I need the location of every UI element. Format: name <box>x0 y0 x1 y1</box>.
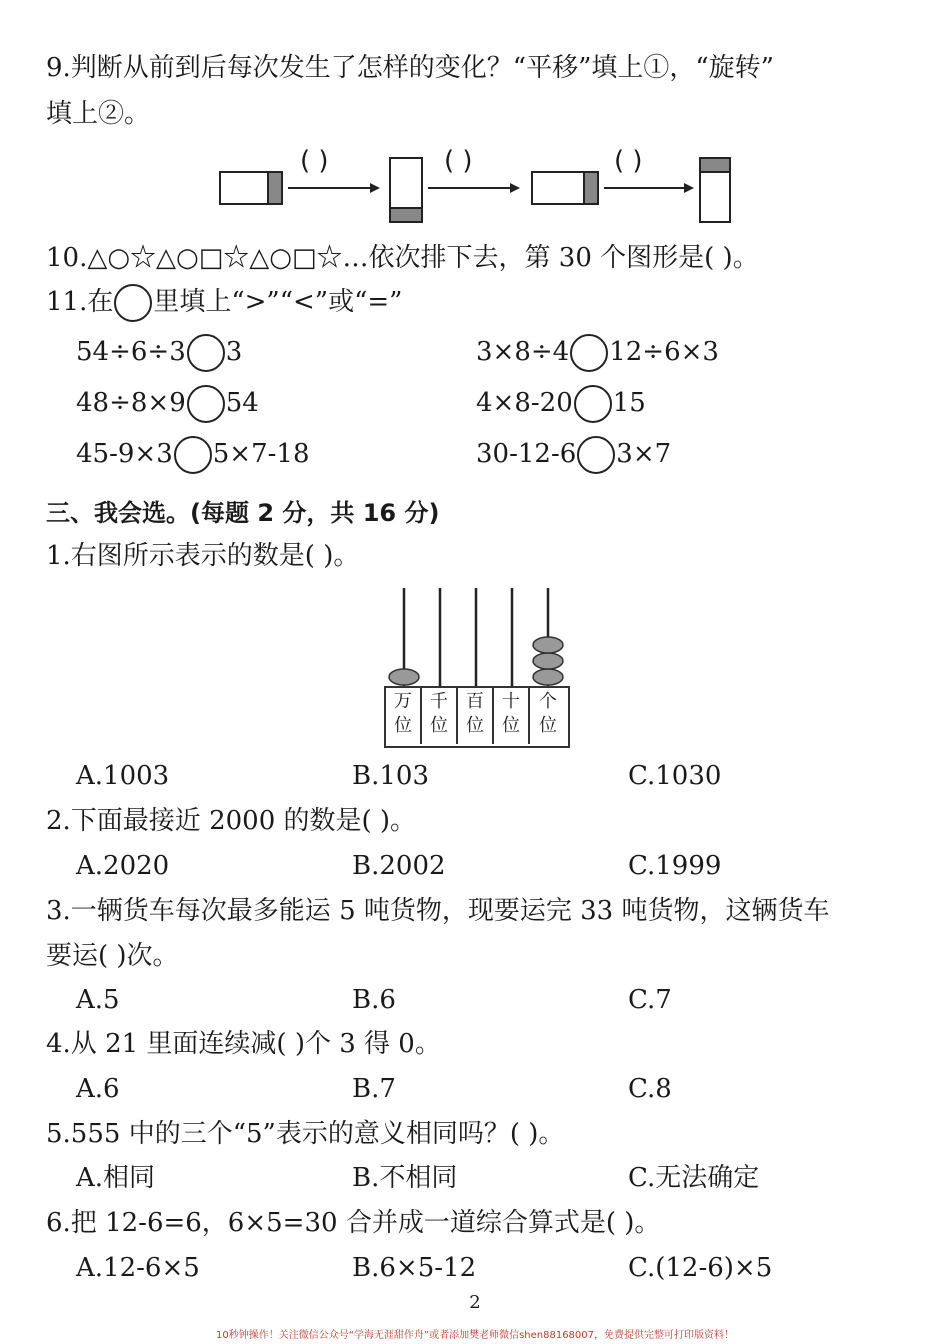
q11-circle-example <box>114 284 152 322</box>
expr-left: 30-12-6 <box>476 439 577 469</box>
expr-left: 54÷6÷3 <box>76 337 186 367</box>
q9-blank-3[interactable]: ( ) <box>614 146 643 176</box>
expr-right: 5×7-18 <box>212 439 310 469</box>
q11-expr-5 <box>76 436 310 474</box>
expr-right: 3 <box>225 337 243 367</box>
q5-option-b[interactable]: B.不相同 <box>352 1163 458 1193</box>
choice-q3-text-line2: 要运( )次。 <box>46 941 179 971</box>
choice-q5-text: 5.555 中的三个“5”表示的意义相同吗？( )。 <box>46 1119 565 1149</box>
abacus-place-shi: 十 位 <box>494 686 530 744</box>
q9-text-line2: 填上②。 <box>46 99 151 129</box>
q9-transform-figure <box>210 150 750 228</box>
choice-q4-text: 4.从 21 里面连续减( )个 3 得 0。 <box>46 1029 441 1059</box>
q3-option-a[interactable]: A.5 <box>76 985 120 1015</box>
q11-instruction <box>46 284 402 322</box>
shape-horizontal-1 <box>220 172 282 204</box>
abacus-place-ge: 个 位 <box>539 691 557 736</box>
q10-text: 10.△○☆△○□☆△○□☆…依次排下去，第 30 个图形是( )。 <box>46 243 759 273</box>
q4-option-a[interactable]: A.6 <box>76 1074 120 1104</box>
bead <box>389 669 419 685</box>
bead <box>533 637 563 653</box>
choice-q3-text: 3.一辆货车每次最多能运 5 吨货物，现要运完 33 吨货物，这辆货车 <box>46 896 830 926</box>
expr-right: 15 <box>612 388 646 418</box>
section-3-heading: 三、我会选。(每题 2 分，共 16 分) <box>46 499 440 527</box>
q1-option-c[interactable]: C.1030 <box>628 761 722 791</box>
q9-blank-1[interactable]: ( ) <box>300 146 329 176</box>
q5-option-a[interactable]: A.相同 <box>76 1163 156 1193</box>
q5-option-c[interactable]: C.无法确定 <box>628 1163 760 1193</box>
shape-vertical-1 <box>390 158 422 222</box>
q3-option-b[interactable]: B.6 <box>352 985 396 1015</box>
q11-expr-3 <box>76 385 259 423</box>
q9-text-line1: 9.判断从前到后每次发生了怎样的变化？“平移”填上①，“旋转” <box>46 53 774 83</box>
compare-circle[interactable] <box>174 436 212 474</box>
expr-left: 3×8÷4 <box>476 337 570 367</box>
shape-horizontal-2 <box>532 172 598 204</box>
abacus-rods <box>384 586 568 688</box>
shape-vertical-2 <box>700 158 730 222</box>
q11-expr-4 <box>476 385 646 423</box>
expr-left: 45-9×3 <box>76 439 173 469</box>
q9-blank-2[interactable]: ( ) <box>444 146 473 176</box>
compare-circle[interactable] <box>187 334 225 372</box>
q11-prefix: 11.在 <box>46 287 114 317</box>
q4-option-c[interactable]: C.8 <box>628 1074 672 1104</box>
q11-expr-1 <box>76 334 242 372</box>
expr-left: 4×8-20 <box>476 388 573 418</box>
q2-option-a[interactable]: A.2020 <box>76 851 170 881</box>
page-number: 2 <box>469 1292 481 1313</box>
abacus-place-bai: 百 位 <box>458 686 494 744</box>
q6-option-b[interactable]: B.6×5-12 <box>352 1253 477 1283</box>
q1-option-b[interactable]: B.103 <box>352 761 429 791</box>
q4-option-b[interactable]: B.7 <box>352 1074 396 1104</box>
choice-q1-text: 1.右图所示表示的数是( )。 <box>46 541 360 571</box>
q6-option-c[interactable]: C.(12-6)×5 <box>628 1253 773 1283</box>
choice-q2-text: 2.下面最接近 2000 的数是( )。 <box>46 806 417 836</box>
footer-notice: 10秒钟操作！关注微信公众号“学海无涯甜作舟”或者添加樊老师微信shen88168007，免费提供完整可打印版资料！ <box>215 1330 735 1341</box>
q2-option-c[interactable]: C.1999 <box>628 851 722 881</box>
expr-left: 48÷8×9 <box>76 388 186 418</box>
compare-circle[interactable] <box>574 385 612 423</box>
q11-expr-2 <box>476 334 719 372</box>
q1-option-a[interactable]: A.1003 <box>76 761 170 791</box>
expr-right: 3×7 <box>616 439 672 469</box>
q6-option-a[interactable]: A.12-6×5 <box>76 1253 200 1283</box>
q11-expr-6 <box>476 436 671 474</box>
q3-option-c[interactable]: C.7 <box>628 985 672 1015</box>
bead <box>533 653 563 669</box>
q2-option-b[interactable]: B.2002 <box>352 851 446 881</box>
abacus-place-qian: 千 位 <box>422 686 458 744</box>
abacus-place-wan: 万 位 <box>386 686 422 744</box>
compare-circle[interactable] <box>187 385 225 423</box>
expr-right: 54 <box>225 388 259 418</box>
expr-right: 12÷6×3 <box>609 337 719 367</box>
abacus-figure <box>384 586 568 746</box>
compare-circle[interactable] <box>577 436 615 474</box>
choice-q6-text: 6.把 12-6=6，6×5=30 合并成一道综合算式是( )。 <box>46 1208 661 1238</box>
compare-circle[interactable] <box>570 334 608 372</box>
q11-suffix: 里填上“>”“<”或“=” <box>153 287 403 317</box>
bead <box>533 669 563 685</box>
